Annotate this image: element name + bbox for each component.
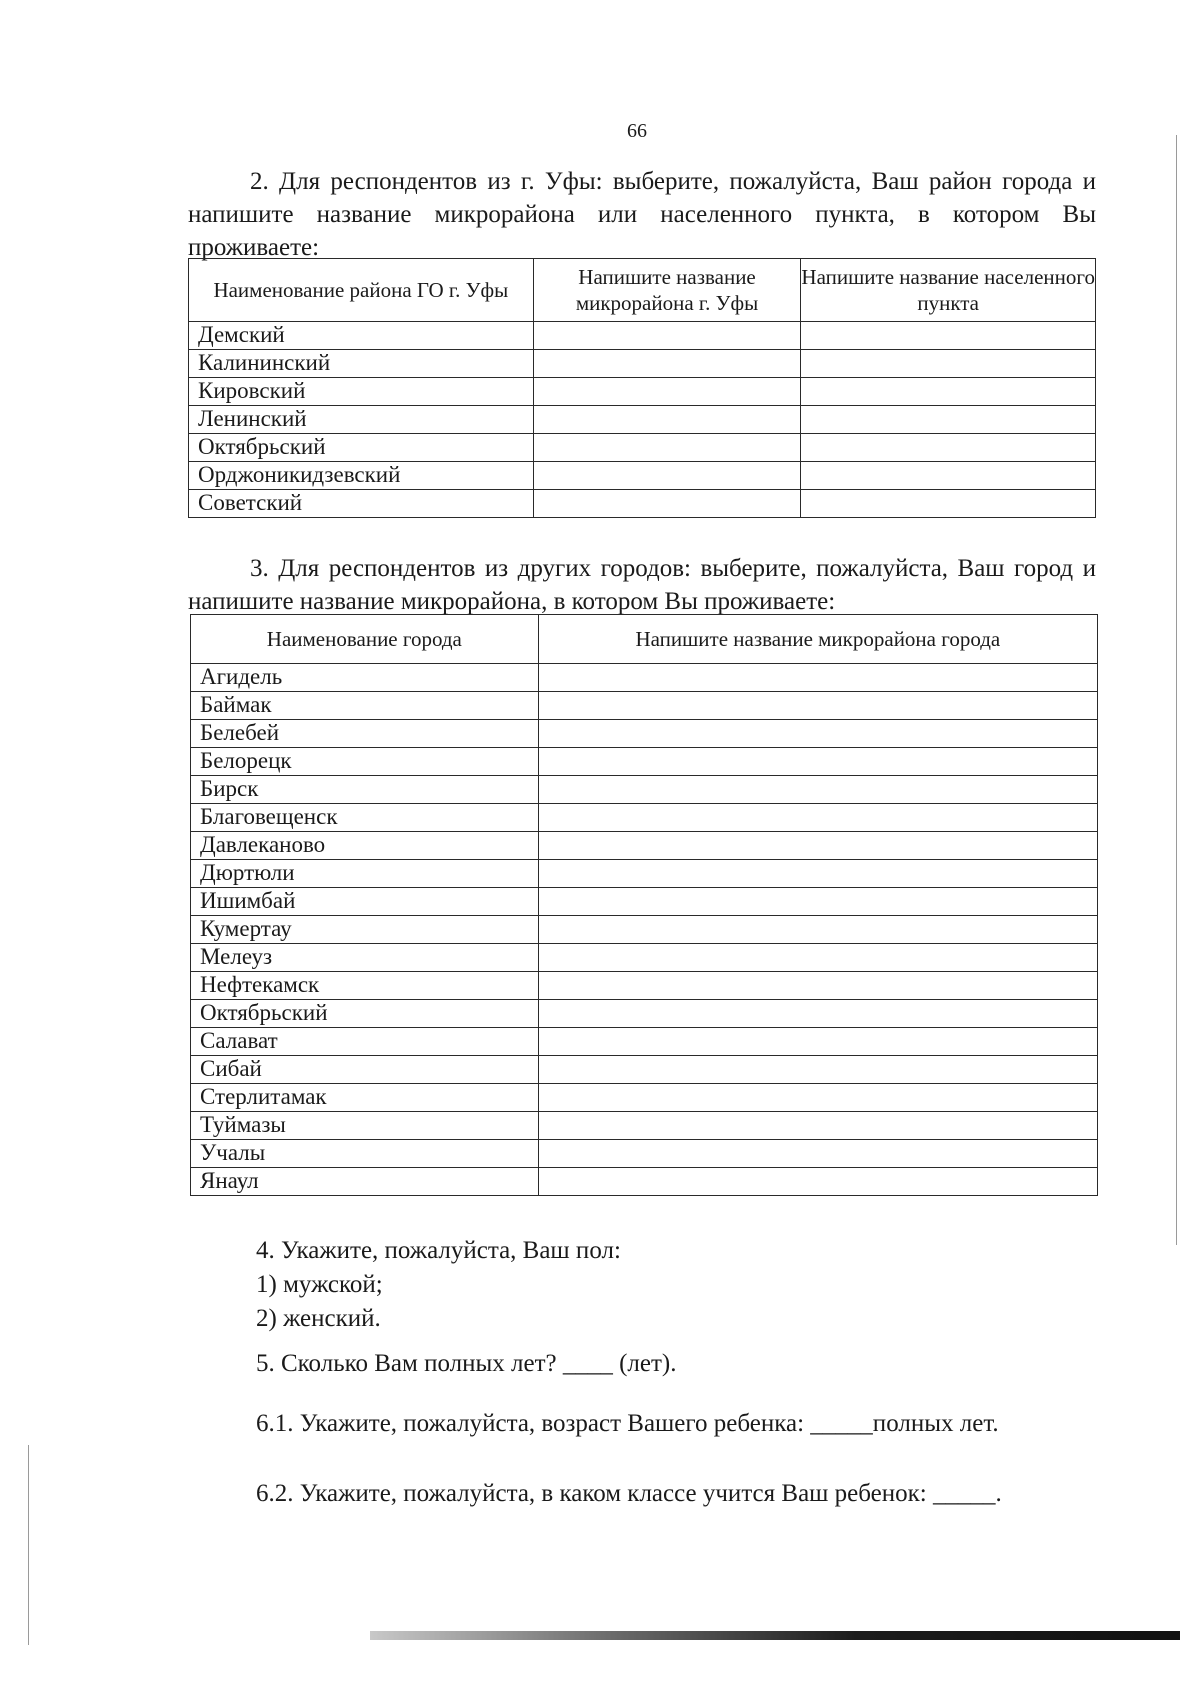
city-answer-cell[interactable] — [538, 944, 1097, 972]
question-5-text: 5. Сколько Вам полных лет? ____ (лет). — [256, 1350, 677, 1377]
question-4-text: 4. Укажите, пожалуйста, Ваш пол: — [256, 1237, 621, 1264]
district-name-cell: Кировский — [189, 378, 534, 406]
table-row — [191, 972, 1098, 1000]
district-name-cell: Орджоникидзевский — [189, 462, 534, 490]
table-row — [189, 378, 1096, 406]
question-3-text: 3. Для респондентов из других городов: выберите, пожалуйста, Ваш город и напишите название микрорайона, в котором Вы проживаете: — [188, 555, 1096, 615]
table-row — [191, 832, 1098, 860]
city-answer-cell[interactable] — [538, 720, 1097, 748]
table-row — [191, 1112, 1098, 1140]
city-name-cell: Белебей — [191, 720, 539, 748]
page-number: 66 — [627, 120, 647, 142]
table-row — [191, 1028, 1098, 1056]
district-answer-cell[interactable] — [533, 406, 801, 434]
question-4 — [256, 1234, 621, 1336]
city-name-cell: Давлеканово — [191, 832, 539, 860]
bottom-scan-line — [370, 1631, 1180, 1640]
city-answer-cell[interactable] — [538, 1168, 1097, 1196]
district-name-cell: Калининский — [189, 350, 534, 378]
city-answer-cell[interactable] — [538, 1140, 1097, 1168]
table-row — [191, 860, 1098, 888]
table-row — [191, 1000, 1098, 1028]
city-name-cell: Октябрьский — [191, 1000, 539, 1028]
district-answer-cell[interactable] — [533, 378, 801, 406]
city-answer-cell[interactable] — [538, 692, 1097, 720]
ufa-district-table — [188, 258, 1096, 518]
district-answer-cell[interactable] — [801, 378, 1096, 406]
header-district-name: Наименование района ГО г. Уфы — [189, 259, 534, 322]
city-answer-cell[interactable] — [538, 804, 1097, 832]
city-name-cell: Мелеуз — [191, 944, 539, 972]
city-name-cell: Учалы — [191, 1140, 539, 1168]
city-answer-cell[interactable] — [538, 1028, 1097, 1056]
city-answer-cell[interactable] — [538, 664, 1097, 692]
city-name-cell: Ишимбай — [191, 888, 539, 916]
table-row — [191, 720, 1098, 748]
table-row — [189, 462, 1096, 490]
header-settlement: Напишите название населенного пункта — [801, 259, 1096, 322]
city-answer-cell[interactable] — [538, 1056, 1097, 1084]
city-answer-cell[interactable] — [538, 1112, 1097, 1140]
city-answer-cell[interactable] — [538, 888, 1097, 916]
table-row — [191, 916, 1098, 944]
header-city-microdistrict: Напишите название микрорайона города — [538, 615, 1097, 664]
district-answer-cell[interactable] — [801, 406, 1096, 434]
question-6-1-text: 6.1. Укажите, пожалуйста, возраст Вашего ребенка: _____полных лет. — [256, 1410, 999, 1437]
city-name-cell: Благовещенск — [191, 804, 539, 832]
city-name-cell: Кумертау — [191, 916, 539, 944]
city-answer-cell[interactable] — [538, 832, 1097, 860]
table-row — [191, 664, 1098, 692]
district-name-cell: Ленинский — [189, 406, 534, 434]
gender-option-male[interactable]: 1) мужской; — [256, 1271, 383, 1298]
district-answer-cell[interactable] — [533, 490, 801, 518]
gender-option-female[interactable]: 2) женский. — [256, 1305, 381, 1332]
question-6-2-text: 6.2. Укажите, пожалуйста, в каком классе учится Ваш ребенок: _____. — [256, 1480, 1002, 1507]
table-row — [189, 434, 1096, 462]
table-row — [191, 748, 1098, 776]
district-answer-cell[interactable] — [801, 462, 1096, 490]
city-answer-cell[interactable] — [538, 916, 1097, 944]
city-name-cell: Салават — [191, 1028, 539, 1056]
district-answer-cell[interactable] — [801, 434, 1096, 462]
question-2-text: 2. Для респондентов из г. Уфы: выберите, пожалуйста, Ваш район города и напишите название микрорайона или населенного пункта, в котором Вы проживаете: — [188, 168, 1096, 261]
question-6-2 — [256, 1477, 1002, 1511]
city-answer-cell[interactable] — [538, 972, 1097, 1000]
city-name-cell: Агидель — [191, 664, 539, 692]
city-name-cell: Стерлитамак — [191, 1084, 539, 1112]
district-answer-cell[interactable] — [533, 462, 801, 490]
city-name-cell: Бирск — [191, 776, 539, 804]
city-name-cell: Белорецк — [191, 748, 539, 776]
table-header-row — [191, 615, 1098, 664]
left-margin-line — [28, 1445, 29, 1645]
table-row — [191, 1168, 1098, 1196]
other-cities-table — [190, 614, 1098, 1196]
table-row — [191, 804, 1098, 832]
district-name-cell: Советский — [189, 490, 534, 518]
table-row — [191, 944, 1098, 972]
city-name-cell: Янаул — [191, 1168, 539, 1196]
table-header-row — [189, 259, 1096, 322]
district-name-cell: Октябрьский — [189, 434, 534, 462]
right-margin-line — [1176, 135, 1177, 1245]
district-answer-cell[interactable] — [533, 434, 801, 462]
city-answer-cell[interactable] — [538, 860, 1097, 888]
header-city-name: Наименование города — [191, 615, 539, 664]
table-row — [189, 350, 1096, 378]
city-name-cell: Дюртюли — [191, 860, 539, 888]
city-answer-cell[interactable] — [538, 1000, 1097, 1028]
district-answer-cell[interactable] — [533, 322, 801, 350]
table-row — [189, 322, 1096, 350]
city-name-cell: Баймак — [191, 692, 539, 720]
city-name-cell: Туймазы — [191, 1112, 539, 1140]
question-6-1 — [256, 1407, 999, 1441]
table-row — [191, 1056, 1098, 1084]
city-name-cell: Нефтекамск — [191, 972, 539, 1000]
city-name-cell: Сибай — [191, 1056, 539, 1084]
question-5 — [256, 1347, 677, 1381]
district-answer-cell[interactable] — [801, 322, 1096, 350]
table-row — [191, 1084, 1098, 1112]
district-answer-cell[interactable] — [801, 490, 1096, 518]
city-answer-cell[interactable] — [538, 1084, 1097, 1112]
district-answer-cell[interactable] — [801, 350, 1096, 378]
header-microdistrict: Напишите название микрорайона г. Уфы — [533, 259, 801, 322]
district-name-cell: Демский — [189, 322, 534, 350]
city-answer-cell[interactable] — [538, 748, 1097, 776]
table-row — [191, 776, 1098, 804]
table-row — [189, 490, 1096, 518]
table-row — [189, 406, 1096, 434]
table-row — [191, 1140, 1098, 1168]
table-row — [191, 692, 1098, 720]
city-answer-cell[interactable] — [538, 776, 1097, 804]
district-answer-cell[interactable] — [533, 350, 801, 378]
table-row — [191, 888, 1098, 916]
